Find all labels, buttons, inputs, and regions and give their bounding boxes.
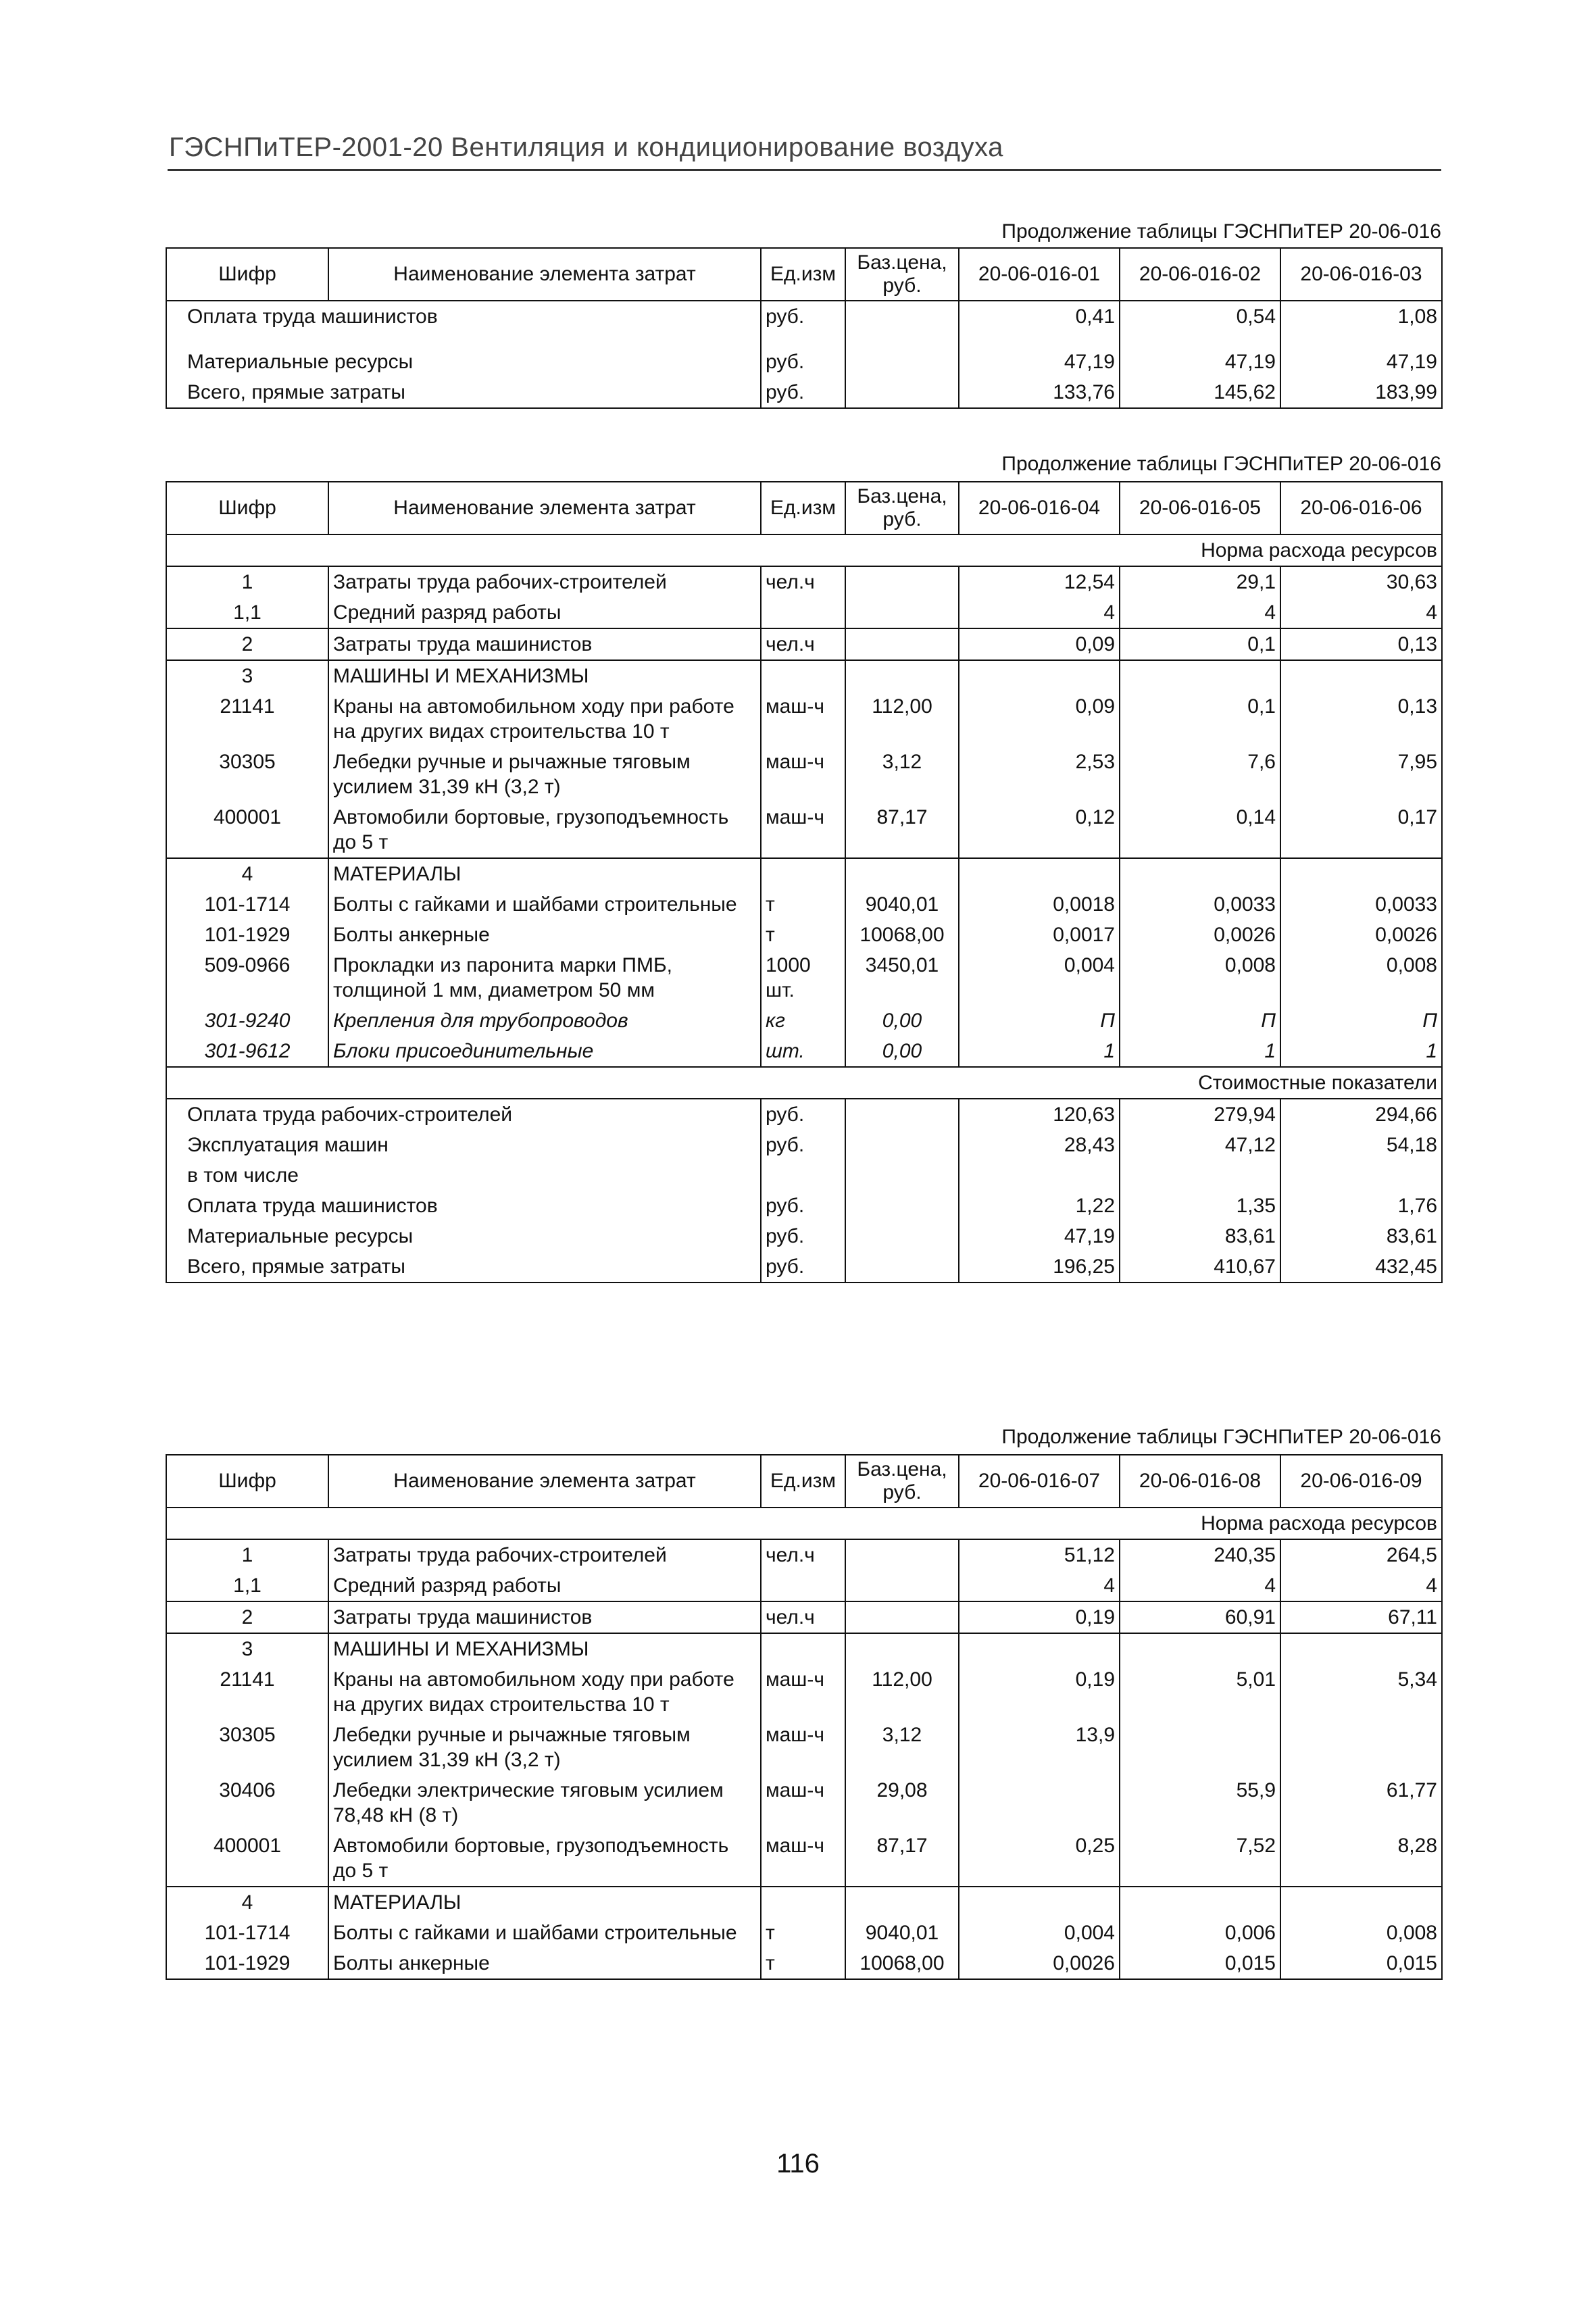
row-code: 3 bbox=[166, 1633, 328, 1664]
row-name: МАШИНЫ И МЕХАНИЗМЫ bbox=[328, 660, 761, 691]
row-value: 0,015 bbox=[1280, 1948, 1442, 1979]
row-value: 0,008 bbox=[1280, 1918, 1442, 1948]
row-unit bbox=[761, 1160, 845, 1191]
row-price bbox=[845, 660, 959, 691]
row-name: Прокладки из паронита марки ПМБ, толщиной 1 мм, диаметром 50 мм bbox=[328, 950, 761, 1005]
table1-caption: Продолжение таблицы ГЭСНПиТЕР 20-06-016 bbox=[1001, 220, 1441, 243]
row-unit: шт. bbox=[761, 1036, 845, 1067]
row-value: 67,11 bbox=[1280, 1601, 1442, 1633]
col-name-header: Наименование элемента затрат bbox=[328, 1455, 761, 1508]
row-name: Оплата труда машинистов bbox=[166, 301, 761, 332]
row-code: 1,1 bbox=[166, 597, 328, 628]
row-name: Затраты труда рабочих-строителей bbox=[328, 566, 761, 597]
section-row bbox=[166, 534, 1442, 566]
row-value: 51,12 bbox=[959, 1539, 1120, 1570]
row-value: 1,08 bbox=[1280, 301, 1442, 332]
table-row bbox=[166, 1948, 1442, 1979]
empty-cell bbox=[845, 1160, 959, 1191]
table-row bbox=[166, 1191, 1442, 1221]
row-name: Краны на автомобильном ходу при работе на других видах строительства 10 т bbox=[328, 691, 761, 747]
table2-body bbox=[166, 566, 1442, 1067]
row-value: П bbox=[1120, 1005, 1280, 1036]
col-variant-header: 20-06-016-07 bbox=[959, 1455, 1120, 1508]
col-variant-header: 20-06-016-09 bbox=[1280, 1455, 1442, 1508]
row-name: Крепления для трубопроводов bbox=[328, 1005, 761, 1036]
row-value bbox=[959, 660, 1120, 691]
row-name: в том числе bbox=[166, 1160, 761, 1191]
row-value bbox=[1280, 1720, 1442, 1775]
row-value bbox=[1280, 858, 1442, 889]
row-value: 7,6 bbox=[1120, 747, 1280, 802]
row-value: 0,1 bbox=[1120, 691, 1280, 747]
row-name: Оплата труда рабочих-строителей bbox=[166, 1099, 761, 1130]
table-row bbox=[166, 1251, 1442, 1283]
row-price: 87,17 bbox=[845, 1831, 959, 1887]
row-code: 101-1714 bbox=[166, 889, 328, 920]
row-value: 5,34 bbox=[1280, 1664, 1442, 1720]
section-row bbox=[166, 1508, 1442, 1539]
col-variant-header: 20-06-016-05 bbox=[1120, 482, 1280, 534]
row-name: Затраты труда рабочих-строителей bbox=[328, 1539, 761, 1570]
row-value: 0,0026 bbox=[959, 1948, 1120, 1979]
table3-body bbox=[166, 1539, 1442, 1979]
row-value: 133,76 bbox=[959, 377, 1120, 408]
row-code: 101-1929 bbox=[166, 920, 328, 950]
row-value: 0,1 bbox=[1120, 628, 1280, 660]
row-price bbox=[845, 597, 959, 628]
row-value: 4 bbox=[1280, 597, 1442, 628]
row-unit bbox=[761, 1633, 845, 1664]
row-name: Краны на автомобильном ходу при работе на других видах строительства 10 т bbox=[328, 1664, 761, 1720]
row-value: 0,0018 bbox=[959, 889, 1120, 920]
row-name: Всего, прямые затраты bbox=[166, 377, 761, 408]
col-unit-header: Ед.изм bbox=[761, 248, 845, 301]
row-value: 0,0033 bbox=[1280, 889, 1442, 920]
row-name: Средний разряд работы bbox=[328, 597, 761, 628]
table-row bbox=[166, 950, 1442, 1005]
col-unit-header: Ед.изм bbox=[761, 482, 845, 534]
row-value: 0,12 bbox=[959, 802, 1120, 858]
table1-header-row bbox=[166, 248, 1442, 301]
row-value bbox=[1280, 1887, 1442, 1918]
row-value: 61,77 bbox=[1280, 1775, 1442, 1831]
row-value: 0,008 bbox=[1280, 950, 1442, 1005]
row-name: Материальные ресурсы bbox=[166, 1221, 761, 1251]
section-norm-label: Норма расхода ресурсов bbox=[166, 534, 1442, 566]
row-name: Болты анкерные bbox=[328, 920, 761, 950]
row-value: 0,19 bbox=[959, 1601, 1120, 1633]
row-unit: руб. bbox=[761, 332, 845, 377]
row-unit: руб. bbox=[761, 1191, 845, 1221]
row-value: 55,9 bbox=[1120, 1775, 1280, 1831]
row-unit bbox=[761, 1887, 845, 1918]
row-unit bbox=[761, 597, 845, 628]
empty-cell bbox=[845, 1191, 959, 1221]
header-rule bbox=[168, 169, 1441, 171]
row-code: 1 bbox=[166, 566, 328, 597]
row-code: 30406 bbox=[166, 1775, 328, 1831]
col-code-header: Шифр bbox=[166, 1455, 328, 1508]
col-variant-header: 20-06-016-01 bbox=[959, 248, 1120, 301]
row-value: 4 bbox=[1120, 597, 1280, 628]
row-unit: чел.ч bbox=[761, 1539, 845, 1570]
row-value: 13,9 bbox=[959, 1720, 1120, 1775]
section-cost-label: Стоимостные показатели bbox=[166, 1067, 1442, 1099]
row-name: Болты с гайками и шайбами строительные bbox=[328, 889, 761, 920]
table-row bbox=[166, 1831, 1442, 1887]
row-price bbox=[845, 1570, 959, 1601]
row-unit: 1000 шт. bbox=[761, 950, 845, 1005]
table-row bbox=[166, 1130, 1442, 1160]
row-value: 1,76 bbox=[1280, 1191, 1442, 1221]
row-value bbox=[1120, 858, 1280, 889]
row-price: 3,12 bbox=[845, 747, 959, 802]
row-value: 47,19 bbox=[959, 332, 1120, 377]
table2 bbox=[166, 481, 1443, 1283]
row-price: 10068,00 bbox=[845, 1948, 959, 1979]
row-value: 432,45 bbox=[1280, 1251, 1442, 1283]
table-row bbox=[166, 1633, 1442, 1664]
row-value: 0,13 bbox=[1280, 628, 1442, 660]
row-name: Лебедки ручные и рычажные тяговым усилием 31,39 кН (3,2 т) bbox=[328, 1720, 761, 1775]
row-value: П bbox=[1280, 1005, 1442, 1036]
row-price bbox=[845, 1887, 959, 1918]
row-unit: маш-ч bbox=[761, 747, 845, 802]
section-row bbox=[166, 1067, 1442, 1099]
col-name-header: Наименование элемента затрат bbox=[328, 248, 761, 301]
table2-cost-body bbox=[166, 1099, 1442, 1283]
row-unit bbox=[761, 660, 845, 691]
table3 bbox=[166, 1454, 1443, 1980]
row-code: 509-0966 bbox=[166, 950, 328, 1005]
row-unit: руб. bbox=[761, 1251, 845, 1283]
row-code: 3 bbox=[166, 660, 328, 691]
row-value: 183,99 bbox=[1280, 377, 1442, 408]
row-value: 410,67 bbox=[1120, 1251, 1280, 1283]
table-row bbox=[166, 858, 1442, 889]
row-unit: т bbox=[761, 1948, 845, 1979]
row-code: 30305 bbox=[166, 747, 328, 802]
table-row bbox=[166, 332, 1442, 377]
row-unit: чел.ч bbox=[761, 628, 845, 660]
table-row bbox=[166, 1887, 1442, 1918]
row-value: 4 bbox=[1120, 1570, 1280, 1601]
row-unit: маш-ч bbox=[761, 1664, 845, 1720]
page-header: ГЭСНПиТЕР-2001-20 Вентиляция и кондиционирование воздуха bbox=[169, 132, 1003, 162]
row-unit: руб. bbox=[761, 1099, 845, 1130]
table-row bbox=[166, 1775, 1442, 1831]
row-name: Лебедки ручные и рычажные тяговым усилием 31,39 кН (3,2 т) bbox=[328, 747, 761, 802]
row-value: 60,91 bbox=[1120, 1601, 1280, 1633]
row-unit: маш-ч bbox=[761, 1831, 845, 1887]
row-unit: т bbox=[761, 1918, 845, 1948]
row-code: 30305 bbox=[166, 1720, 328, 1775]
row-value: 0,008 bbox=[1120, 950, 1280, 1005]
table-row bbox=[166, 597, 1442, 628]
row-value: 0,0026 bbox=[1120, 920, 1280, 950]
table3-header-row bbox=[166, 1455, 1442, 1508]
row-unit: чел.ч bbox=[761, 566, 845, 597]
table2-header-row bbox=[166, 482, 1442, 534]
table-row bbox=[166, 301, 1442, 332]
row-value: П bbox=[959, 1005, 1120, 1036]
table-row bbox=[166, 1720, 1442, 1775]
row-name: Всего, прямые затраты bbox=[166, 1251, 761, 1283]
row-value: 240,35 bbox=[1120, 1539, 1280, 1570]
row-value: 0,0026 bbox=[1280, 920, 1442, 950]
row-name: Автомобили бортовые, грузоподъемность до 5 т bbox=[328, 802, 761, 858]
table-row bbox=[166, 1918, 1442, 1948]
row-code: 21141 bbox=[166, 691, 328, 747]
row-name: Болты с гайками и шайбами строительные bbox=[328, 1918, 761, 1948]
row-value: 4 bbox=[1280, 1570, 1442, 1601]
row-unit bbox=[761, 1570, 845, 1601]
row-value: 47,19 bbox=[1120, 332, 1280, 377]
row-value: 4 bbox=[959, 597, 1120, 628]
row-price: 112,00 bbox=[845, 691, 959, 747]
row-price bbox=[845, 628, 959, 660]
table1 bbox=[166, 247, 1443, 409]
row-value: 294,66 bbox=[1280, 1099, 1442, 1130]
col-variant-header: 20-06-016-08 bbox=[1120, 1455, 1280, 1508]
row-value: 28,43 bbox=[959, 1130, 1120, 1160]
row-code: 21141 bbox=[166, 1664, 328, 1720]
col-variant-header: 20-06-016-04 bbox=[959, 482, 1120, 534]
row-value bbox=[959, 1633, 1120, 1664]
col-price-header: Баз.цена, руб. bbox=[845, 482, 959, 534]
row-price: 0,00 bbox=[845, 1005, 959, 1036]
table-row bbox=[166, 377, 1442, 408]
row-price bbox=[845, 858, 959, 889]
table-row bbox=[166, 1160, 1442, 1191]
row-value: 145,62 bbox=[1120, 377, 1280, 408]
table-row bbox=[166, 660, 1442, 691]
row-value: 1,22 bbox=[959, 1191, 1120, 1221]
col-unit-header: Ед.изм bbox=[761, 1455, 845, 1508]
row-name: Затраты труда машинистов bbox=[328, 628, 761, 660]
row-value: 0,006 bbox=[1120, 1918, 1280, 1948]
row-unit: маш-ч bbox=[761, 691, 845, 747]
row-value: 264,5 bbox=[1280, 1539, 1442, 1570]
row-value bbox=[1280, 660, 1442, 691]
row-price: 0,00 bbox=[845, 1036, 959, 1067]
row-unit: руб. bbox=[761, 377, 845, 408]
table-row bbox=[166, 1005, 1442, 1036]
row-value bbox=[959, 858, 1120, 889]
row-name: Средний разряд работы bbox=[328, 1570, 761, 1601]
row-name: Автомобили бортовые, грузоподъемность до 5 т bbox=[328, 1831, 761, 1887]
row-value: 0,004 bbox=[959, 1918, 1120, 1948]
row-value: 1,35 bbox=[1120, 1191, 1280, 1221]
row-price bbox=[845, 566, 959, 597]
table-row bbox=[166, 802, 1442, 858]
col-code-header: Шифр bbox=[166, 248, 328, 301]
row-price: 9040,01 bbox=[845, 1918, 959, 1948]
row-price: 29,08 bbox=[845, 1775, 959, 1831]
row-name: Оплата труда машинистов bbox=[166, 1191, 761, 1221]
table-row bbox=[166, 1664, 1442, 1720]
row-value: 47,19 bbox=[1280, 332, 1442, 377]
table-row bbox=[166, 1221, 1442, 1251]
row-value bbox=[1120, 1633, 1280, 1664]
row-unit: маш-ч bbox=[761, 1720, 845, 1775]
row-value bbox=[959, 1775, 1120, 1831]
row-value: 0,015 bbox=[1120, 1948, 1280, 1979]
col-price-header: Баз.цена, руб. bbox=[845, 1455, 959, 1508]
row-value: 47,19 bbox=[959, 1221, 1120, 1251]
row-value: 5,01 bbox=[1120, 1664, 1280, 1720]
table-row bbox=[166, 1601, 1442, 1633]
row-value: 0,14 bbox=[1120, 802, 1280, 858]
table3-caption: Продолжение таблицы ГЭСНПиТЕР 20-06-016 bbox=[1001, 1426, 1441, 1448]
row-value: 1 bbox=[1280, 1036, 1442, 1067]
table-row bbox=[166, 1539, 1442, 1570]
row-price bbox=[845, 1601, 959, 1633]
row-value: 0,19 bbox=[959, 1664, 1120, 1720]
row-value: 0,0033 bbox=[1120, 889, 1280, 920]
row-value: 12,54 bbox=[959, 566, 1120, 597]
row-unit: маш-ч bbox=[761, 802, 845, 858]
row-unit: т bbox=[761, 920, 845, 950]
row-unit: т bbox=[761, 889, 845, 920]
col-variant-header: 20-06-016-03 bbox=[1280, 248, 1442, 301]
table-row bbox=[166, 628, 1442, 660]
row-value: 0,54 bbox=[1120, 301, 1280, 332]
table-row bbox=[166, 1036, 1442, 1067]
row-value bbox=[959, 1160, 1120, 1191]
row-value: 8,28 bbox=[1280, 1831, 1442, 1887]
row-unit: маш-ч bbox=[761, 1775, 845, 1831]
col-code-header: Шифр bbox=[166, 482, 328, 534]
row-value: 83,61 bbox=[1280, 1221, 1442, 1251]
row-value: 2,53 bbox=[959, 747, 1120, 802]
row-value: 7,52 bbox=[1120, 1831, 1280, 1887]
row-value: 29,1 bbox=[1120, 566, 1280, 597]
row-value: 0,41 bbox=[959, 301, 1120, 332]
row-name: Материальные ресурсы bbox=[166, 332, 761, 377]
row-price bbox=[845, 1633, 959, 1664]
row-name: Блоки присоединительные bbox=[328, 1036, 761, 1067]
row-code: 101-1929 bbox=[166, 1948, 328, 1979]
table-row bbox=[166, 889, 1442, 920]
row-value: 0,09 bbox=[959, 691, 1120, 747]
row-value bbox=[1120, 1720, 1280, 1775]
col-price-header: Баз.цена, руб. bbox=[845, 248, 959, 301]
table-row bbox=[166, 747, 1442, 802]
table-row bbox=[166, 1570, 1442, 1601]
col-name-header: Наименование элемента затрат bbox=[328, 482, 761, 534]
row-price: 9040,01 bbox=[845, 889, 959, 920]
row-code: 101-1714 bbox=[166, 1918, 328, 1948]
row-code: 1,1 bbox=[166, 1570, 328, 1601]
row-name: Лебедки электрические тяговым усилием 78,48 кН (8 т) bbox=[328, 1775, 761, 1831]
row-price: 3450,01 bbox=[845, 950, 959, 1005]
row-unit: руб. bbox=[761, 1130, 845, 1160]
row-value: 0,0017 bbox=[959, 920, 1120, 950]
row-value: 30,63 bbox=[1280, 566, 1442, 597]
page-number: 116 bbox=[776, 2149, 820, 2179]
row-name: Болты анкерные bbox=[328, 1948, 761, 1979]
row-value: 120,63 bbox=[959, 1099, 1120, 1130]
row-unit: руб. bbox=[761, 1221, 845, 1251]
row-code: 4 bbox=[166, 1887, 328, 1918]
table-row bbox=[166, 691, 1442, 747]
table-row bbox=[166, 1099, 1442, 1130]
row-value: 4 bbox=[959, 1570, 1120, 1601]
row-price: 112,00 bbox=[845, 1664, 959, 1720]
row-value: 1 bbox=[959, 1036, 1120, 1067]
table-row bbox=[166, 566, 1442, 597]
empty-cell bbox=[845, 1221, 959, 1251]
row-name: Затраты труда машинистов bbox=[328, 1601, 761, 1633]
table-row bbox=[166, 920, 1442, 950]
row-price bbox=[845, 1539, 959, 1570]
row-name: Эксплуатация машин bbox=[166, 1130, 761, 1160]
row-price: 10068,00 bbox=[845, 920, 959, 950]
row-value: 279,94 bbox=[1120, 1099, 1280, 1130]
row-value: 0,004 bbox=[959, 950, 1120, 1005]
row-value: 0,13 bbox=[1280, 691, 1442, 747]
row-value bbox=[1280, 1160, 1442, 1191]
row-value: 47,12 bbox=[1120, 1130, 1280, 1160]
row-value: 0,17 bbox=[1280, 802, 1442, 858]
row-code: 2 bbox=[166, 628, 328, 660]
row-code: 4 bbox=[166, 858, 328, 889]
row-price: 87,17 bbox=[845, 802, 959, 858]
row-unit: кг bbox=[761, 1005, 845, 1036]
row-value: 1 bbox=[1120, 1036, 1280, 1067]
row-code: 400001 bbox=[166, 1831, 328, 1887]
row-value bbox=[959, 1887, 1120, 1918]
row-value bbox=[1120, 1160, 1280, 1191]
row-value: 83,61 bbox=[1120, 1221, 1280, 1251]
section-norm-label: Норма расхода ресурсов bbox=[166, 1508, 1442, 1539]
row-value: 0,09 bbox=[959, 628, 1120, 660]
row-name: МАШИНЫ И МЕХАНИЗМЫ bbox=[328, 1633, 761, 1664]
row-value bbox=[1120, 660, 1280, 691]
col-variant-header: 20-06-016-02 bbox=[1120, 248, 1280, 301]
row-code: 1 bbox=[166, 1539, 328, 1570]
row-value: 196,25 bbox=[959, 1251, 1120, 1283]
row-unit bbox=[761, 858, 845, 889]
row-value: 7,95 bbox=[1280, 747, 1442, 802]
col-variant-header: 20-06-016-06 bbox=[1280, 482, 1442, 534]
table2-caption: Продолжение таблицы ГЭСНПиТЕР 20-06-016 bbox=[1001, 453, 1441, 475]
row-value: 0,25 bbox=[959, 1831, 1120, 1887]
row-code: 301-9240 bbox=[166, 1005, 328, 1036]
row-name: МАТЕРИАЛЫ bbox=[328, 858, 761, 889]
empty-cell bbox=[845, 1099, 959, 1130]
empty-cell bbox=[845, 1251, 959, 1283]
row-price: 3,12 bbox=[845, 1720, 959, 1775]
row-value: 54,18 bbox=[1280, 1130, 1442, 1160]
empty-cell bbox=[845, 1130, 959, 1160]
row-code: 400001 bbox=[166, 802, 328, 858]
row-value bbox=[1280, 1633, 1442, 1664]
row-value bbox=[1120, 1887, 1280, 1918]
row-unit: чел.ч bbox=[761, 1601, 845, 1633]
row-code: 301-9612 bbox=[166, 1036, 328, 1067]
row-code: 2 bbox=[166, 1601, 328, 1633]
row-unit: руб. bbox=[761, 301, 845, 332]
row-name: МАТЕРИАЛЫ bbox=[328, 1887, 761, 1918]
